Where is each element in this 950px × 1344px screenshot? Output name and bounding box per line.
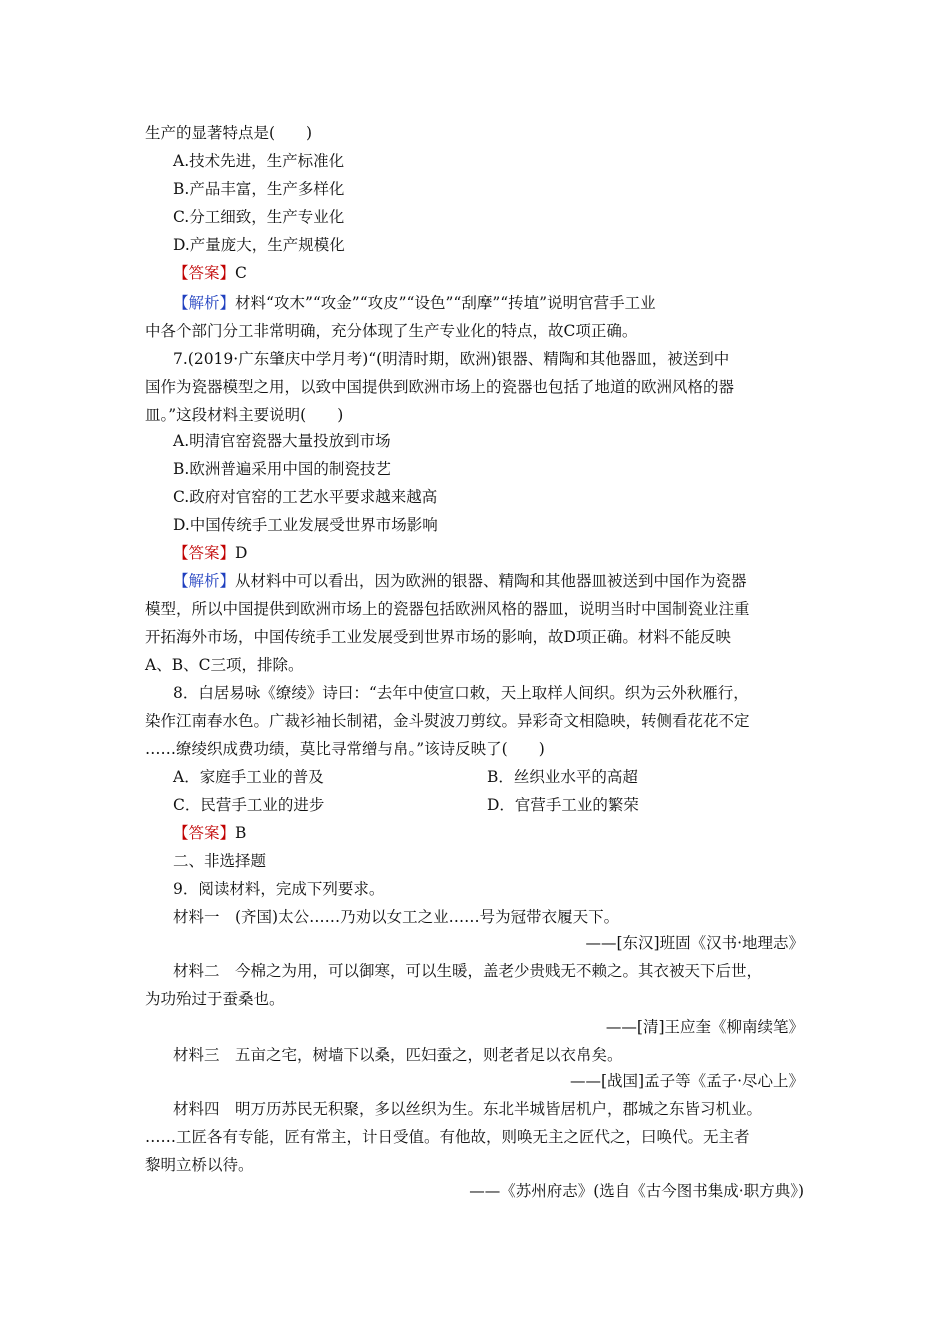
q8-answer: [173, 821, 246, 843]
analysis-tag: 【解析】: [173, 294, 236, 312]
answer-value: B: [235, 824, 247, 842]
q8-stem-line-3: ……缭绫织成费功绩，莫比寻常缯与帛。”该诗反映了( ): [145, 740, 545, 758]
q9-material-1: 材料一 (齐国)太公……乃劝以女工之业……号为冠带衣履天下。: [173, 908, 620, 926]
q7-option-b: B.欧洲普遍采用中国的制瓷技艺: [173, 460, 391, 478]
q7-stem-line-3: 皿。”这段材料主要说明( ): [145, 406, 344, 424]
answer-value: D: [235, 544, 248, 562]
q8-option-c: C．民营手工业的进步: [173, 796, 325, 814]
q6-option-a: A.技术先进，生产标准化: [173, 152, 345, 170]
q7-stem-line-2: 国作为瓷器模型之用，以致中国提供到欧洲市场上的瓷器也包括了地道的欧洲风格的器: [145, 378, 735, 396]
q9-material-1-source: ——[东汉]班固《汉书·地理志》: [585, 934, 804, 952]
q6-analysis-line-2: 中各个部门分工非常明确，充分体现了生产专业化的特点，故C项正确。: [145, 322, 638, 340]
q9-material-4-source: ——《苏州府志》(选自《古今图书集成·职方典》): [469, 1182, 804, 1200]
q7-option-a: A.明清官窑瓷器大量投放到市场: [173, 432, 391, 450]
q8-stem-line-2: 染作江南春水色。广裁衫袖长制裙，金斗熨波刀剪纹。异彩奇文相隐映，转侧看花花不定: [145, 712, 750, 730]
q6-option-b: B.产品丰富，生产多样化: [173, 180, 345, 198]
q7-stem-line-1: 7.(2019·广东肇庆中学月考)“(明清时期，欧洲)银器、精陶和其他器皿，被送到中: [173, 350, 730, 368]
section-heading: 二、非选择题: [173, 852, 267, 870]
answer-tag: 【答案】: [173, 264, 236, 282]
q8-option-a: A．家庭手工业的普及: [173, 768, 324, 786]
q6-analysis-line-1: [173, 291, 656, 313]
q8-stem-line-1: 8．白居易咏《缭绫》诗曰：“去年中使宣口敕，天上取样人间织。织为云外秋雁行，: [173, 684, 749, 702]
q9-material-4-line-3: 黎明立桥以待。: [145, 1156, 254, 1174]
q9-material-2-line-1: 材料二 今棉之为用，可以御寒，可以生暖，盖老少贵贱无不赖之。其衣被天下后世，: [173, 962, 763, 980]
q7-analysis-line-2: 模型，所以中国提供到欧洲市场上的瓷器包括欧洲风格的器皿，说明当时中国制瓷业注重: [145, 600, 750, 618]
q6-option-d: D.产量庞大，生产规模化: [173, 236, 345, 254]
q7-option-c: C.政府对官窑的工艺水平要求越来越高: [173, 488, 438, 506]
q8-option-b: B．丝织业水平的高超: [487, 768, 638, 786]
q9-material-2-line-2: 为功殆过于蚕桑也。: [145, 990, 285, 1008]
q9-material-3: 材料三 五亩之宅，树墙下以桑，匹妇蚕之，则老者足以衣帛矣。: [173, 1046, 623, 1064]
analysis-tag: 【解析】: [173, 572, 236, 590]
answer-tag: 【答案】: [173, 544, 236, 562]
q7-analysis-line-3: 开拓海外市场，中国传统手工业发展受到世界市场的影响，故D项正确。材料不能反映: [145, 628, 731, 646]
answer-tag: 【答案】: [173, 824, 236, 842]
q8-options-row-2: [173, 793, 773, 815]
q7-analysis-line-1: [173, 569, 747, 591]
q9-stem: 9．阅读材料，完成下列要求。: [173, 880, 385, 898]
q7-analysis-line-4: A、B、C三项，排除。: [145, 656, 304, 674]
q6-answer: [173, 261, 247, 283]
q8-option-d: D．官营手工业的繁荣: [487, 796, 639, 814]
q9-material-4-line-1: 材料四 明万历苏民无积聚，多以丝织为生。东北半城皆居机户，郡城之东皆习机业。: [173, 1100, 763, 1118]
q9-material-2-source: ——[清]王应奎《柳南续笔》: [605, 1018, 804, 1036]
analysis-text: 从材料中可以看出，因为欧洲的银器、精陶和其他器皿被送到中国作为瓷器: [235, 572, 747, 590]
q7-answer: [173, 541, 247, 563]
answer-value: C: [235, 264, 247, 282]
q6-stem: 生产的显著特点是( ): [145, 124, 313, 142]
q8-options-row-1: [173, 765, 773, 787]
q7-option-d: D.中国传统手工业发展受世界市场影响: [173, 516, 438, 534]
q9-material-3-source: ——[战国]孟子等《孟子·尽心上》: [569, 1072, 804, 1090]
q6-option-c: C.分工细致，生产专业化: [173, 208, 345, 226]
analysis-text: 材料“攻木”“攻金”“攻皮”“设色”“刮摩”“抟埴”说明官营手工业: [235, 294, 656, 312]
q9-material-4-line-2: ……工匠各有专能，匠有常主，计日受值。有他故，则唤无主之匠代之，曰唤代。无主者: [145, 1128, 750, 1146]
